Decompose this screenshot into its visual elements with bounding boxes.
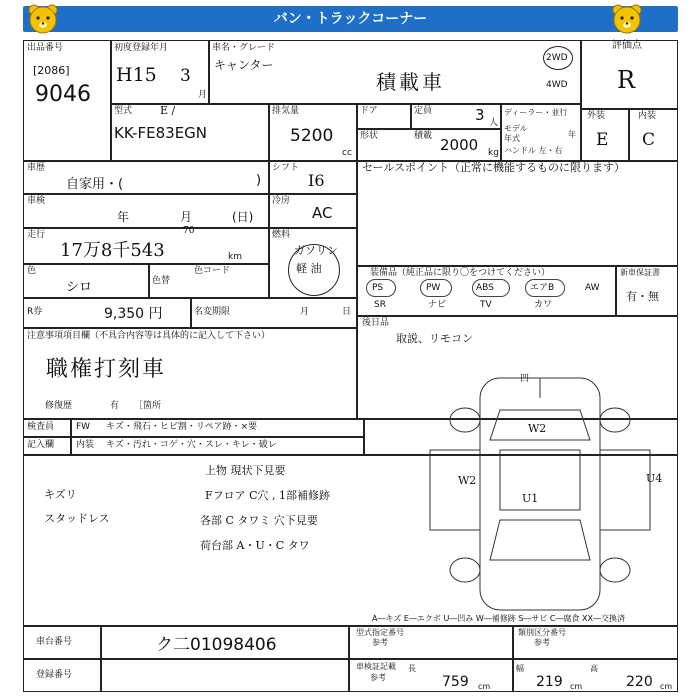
width-label: 幅	[516, 664, 524, 673]
lot-number: 9046	[35, 82, 91, 107]
handle-label: ハンドル 左・右	[504, 146, 563, 155]
model-label: 車名・グレード	[212, 43, 276, 53]
fuel-circle	[288, 244, 340, 296]
chassis-mark: E /	[160, 104, 176, 117]
sales-point-label: セールスポイント（正常に機能するものに限ります）	[362, 161, 626, 174]
name-change-month: 月	[300, 307, 310, 317]
exterior-label: 外装	[587, 111, 606, 121]
dealer-label: ディーラー・並行	[504, 108, 568, 117]
warranty-value: 有・無	[626, 290, 659, 303]
inspection-year: 年	[117, 210, 130, 224]
diagram-mark-2: W2	[528, 422, 547, 435]
ac-label: 冷房	[272, 196, 291, 206]
inspection-day: (日)	[232, 210, 254, 224]
cert-label: 車検証記載	[356, 662, 396, 671]
equipment-airbag: エアB	[530, 283, 555, 293]
equipment-abs: ABS	[476, 283, 494, 293]
diagram-mark-1: 凹	[520, 374, 530, 384]
equipment-sr: SR	[374, 300, 386, 310]
diagram-legend: A―キズ E―エクボ U―凹み W―補修跡 S―サビ C―腐食 XX―交換済	[372, 614, 626, 623]
length-unit: cm	[478, 682, 491, 691]
height-value: 220	[626, 674, 653, 690]
recycle-value: 9,350 円	[104, 306, 163, 322]
name-change-label: 名変期限	[194, 307, 231, 317]
bear-mascot-icon	[26, 2, 60, 36]
diagram-mark-3: W2	[458, 474, 477, 487]
repair-value: 有	[110, 401, 120, 411]
cert-sub: 参考	[370, 673, 386, 682]
car-damage-diagram	[410, 370, 670, 620]
height-label: 高	[590, 664, 598, 673]
page-title-banner	[23, 6, 678, 32]
name-change-day: 日	[342, 307, 352, 317]
equipment-leather: カワ	[534, 300, 553, 310]
remark-right-3: 各部 C タワミ 穴下見要	[200, 514, 318, 527]
inspector-fw-text: キズ・飛石・ヒビ割・リペア跡・×要	[106, 422, 258, 432]
doors-label: ドア	[360, 106, 378, 116]
drive-4wd: 4WD	[546, 80, 568, 90]
notes-label: 注意事項項目欄（不具合内容等は具体的に記入して下さい）	[27, 331, 271, 341]
capacity-value: 3	[475, 106, 485, 124]
color-code-label: 色コード	[194, 266, 231, 276]
reg-no-label: 登録番号	[36, 670, 73, 680]
equipment-airbag-circle	[525, 279, 565, 297]
displacement-label: 排気量	[272, 106, 300, 116]
fuel-diesel: 軽 油	[296, 262, 322, 275]
exterior-value: E	[596, 130, 609, 150]
capacity-label: 定員	[414, 106, 433, 116]
chassis-label: 型式	[114, 106, 133, 116]
lot-label: 出品番号	[27, 43, 64, 53]
displacement-unit: cc	[342, 148, 352, 158]
first-reg-month: 3	[180, 66, 191, 86]
load-value: 2000	[440, 136, 479, 154]
remark-left-1: キズリ	[44, 488, 77, 501]
load-label: 積載	[414, 131, 433, 141]
model-grade: 積載車	[376, 70, 445, 94]
width-unit: cm	[570, 682, 583, 691]
warranty-label: 新車保証書	[620, 268, 660, 277]
equipment-tv: TV	[480, 300, 492, 310]
first-reg-label: 初度登録年月	[114, 43, 169, 53]
inspector-label-2: 記入欄	[27, 440, 55, 450]
equipment-ps-circle	[366, 279, 396, 297]
lot-code: [2086]	[33, 64, 70, 77]
interior-value: C	[642, 130, 656, 150]
mileage-unit: km	[228, 252, 242, 262]
displacement-value: 5200	[290, 126, 334, 146]
load-unit: kg	[488, 148, 499, 158]
history-close: )	[256, 173, 262, 188]
remark-left-2: スタッドレス	[44, 512, 110, 525]
model-year-label: モデル年式	[504, 124, 528, 143]
type-number-label: 型式指定番号	[356, 628, 404, 637]
mileage-note: 70	[183, 226, 195, 236]
grade-value: R	[617, 66, 636, 94]
remark-right-2: Fフロア C穴 , 1部補修跡	[205, 489, 331, 502]
aftermarket-value: 取説、リモコン	[396, 332, 473, 345]
equipment-pw-circle	[420, 279, 452, 297]
equipment-navi: ナビ	[428, 300, 447, 310]
frame-no-label: 車台番号	[36, 637, 73, 647]
color-value: シロ	[66, 280, 93, 295]
color-swap-label: 色替	[152, 276, 171, 286]
length-label: 長	[408, 664, 416, 673]
first-reg-month-unit: 月	[198, 90, 208, 100]
chassis-value: KK-FE83EGN	[114, 124, 208, 142]
class-number-sub: 参考	[534, 638, 550, 647]
shift-label: シフト	[272, 163, 300, 173]
recycle-label: R券	[27, 307, 43, 317]
type-number-sub: 参考	[372, 638, 388, 647]
first-reg-era: H15	[116, 64, 157, 86]
frame-no-value: ク二01098406	[156, 635, 277, 655]
interior-label: 内装	[638, 111, 657, 121]
aftermarket-label: 後日品	[362, 318, 390, 328]
inspector-interior-text: キズ・汚れ・コゲ・穴・スレ・キレ・破レ	[106, 440, 277, 450]
fuel-label: 燃料	[272, 230, 291, 240]
page-title: バン・トラックコーナー	[273, 11, 428, 27]
diagram-mark-4: U1	[522, 492, 539, 505]
drive-2wd: 2WD	[546, 53, 568, 63]
shape-label: 形状	[360, 131, 379, 141]
equipment-pw: PW	[426, 283, 441, 293]
model-name: キャンター	[214, 58, 274, 72]
equipment-label: 装備品（純正品に限り〇をつけてください）	[370, 268, 551, 278]
inspection-month: 月	[180, 210, 193, 224]
equipment-aw: AW	[585, 283, 600, 293]
remark-right-1: 上物 現状下見要	[205, 464, 286, 477]
fuel-gas: ガソリン	[294, 244, 338, 257]
equipment-abs-circle	[472, 279, 510, 297]
class-number-label: 類別区分番号	[518, 628, 566, 637]
repair-label: 修復歴	[45, 401, 73, 411]
history-label: 車歴	[27, 163, 46, 173]
width-value: 219	[536, 674, 563, 690]
mileage-value: 17万8千543	[60, 240, 165, 261]
length-value: 759	[442, 674, 469, 690]
inspector-fw: FW	[76, 422, 91, 432]
inspector-interior: 内装	[76, 440, 95, 450]
shift-value: I6	[308, 171, 325, 190]
color-label: 色	[27, 266, 37, 276]
grade-label: 評価点	[612, 40, 642, 51]
remark-right-4: 荷台部 A・U・C タワ	[200, 539, 310, 552]
repair-place: ［箇所	[134, 401, 162, 411]
bear-mascot-icon-right	[610, 2, 644, 36]
ac-value: AC	[312, 204, 333, 222]
model-year-unit: 年	[568, 130, 576, 139]
notes-text: 職権打刻車	[46, 357, 167, 382]
inspector-label-1: 検査員	[27, 422, 55, 432]
history-value: 自家用・(	[66, 177, 124, 192]
height-unit: cm	[660, 682, 673, 691]
mileage-label: 走行	[27, 230, 46, 240]
inspection-label: 車検	[27, 196, 46, 206]
capacity-unit: 人	[489, 118, 499, 128]
diagram-mark-5: U4	[646, 472, 663, 485]
equipment-ps: PS	[372, 283, 384, 293]
